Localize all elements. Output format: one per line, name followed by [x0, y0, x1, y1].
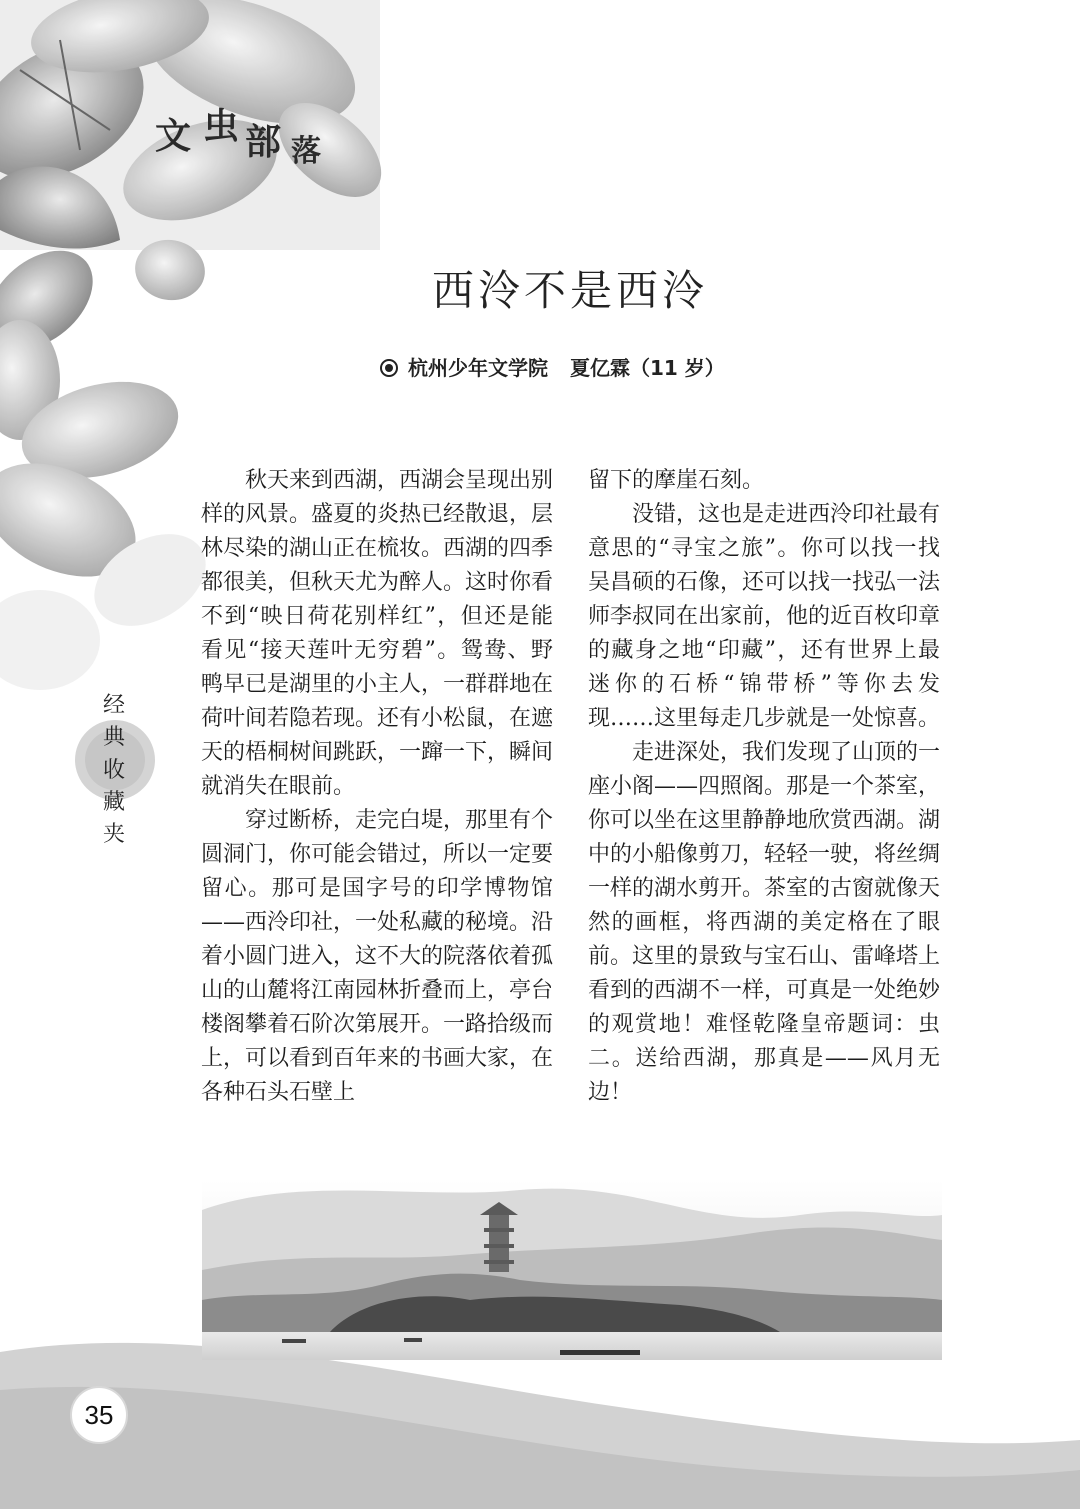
page-number: 35: [70, 1386, 128, 1444]
sidebar-label-char: 藏: [102, 789, 125, 815]
section-title-char: 虫: [203, 106, 240, 147]
sidebar-label-char: 经: [102, 693, 125, 718]
sidebar-label-char: 典: [102, 725, 125, 751]
article-column-left: [201, 464, 553, 1110]
paragraph: 留下的摩崖石刻。: [588, 468, 765, 493]
paragraph: 没错，这也是走进西泠印社最有意思的“寻宝之旅”。你可以找一找吴昌硕的石像，还可以找一找弘一法师李叔同在出家前，他的近百枚印章的藏身之地“印藏”，还有世界上最迷你的石桥“锦带桥”等你去发现……这里每走几步就是一处惊喜。: [588, 502, 941, 731]
byline: [380, 352, 800, 381]
sidebar-label: [84, 688, 144, 848]
paragraph: 穿过断桥，走完白堤，那里有个圆洞门，你可能会错过，所以一定要留心。那可是国字号的印学博物馆——西泠印社，一处私藏的秘境。沿着小圆门进入，这不大的院落依着孤山的山麓将江南园林折叠而上，亭台楼阁攀着石阶次第展开。一路拾级而上，可以看到百年来的书画大家，在各种石头石壁上: [201, 808, 554, 1105]
sidebar-label-char: 夹: [102, 822, 125, 847]
section-title-char: 落: [291, 134, 321, 169]
section-title: [155, 100, 355, 170]
article-column-right: [588, 464, 940, 1110]
bullet-icon: [380, 359, 398, 377]
section-title-char: 文: [155, 116, 192, 157]
west-lake-photo: [202, 1180, 942, 1360]
paragraph: 秋天来到西湖，西湖会呈现出别样的风景。盛夏的炎热已经散退，层林尽染的湖山正在梳妆。西湖的四季都很美，但秋天尤为醉人。这时你看不到“映日荷花别样红”，但还是能看见“接天莲叶无穷碧”。鸳鸯、野鸭早已是湖里的小主人，一群群地在荷叶间若隐若现。还有小松鼠，在遮天的梧桐树间跳跃，一蹿一下，瞬间就消失在眼前。: [201, 468, 554, 799]
byline-author: 夏亿霖（11 岁）: [570, 356, 725, 380]
article-title: 西泠不是西泠: [431, 266, 708, 315]
sidebar-label-char: 收: [102, 757, 125, 783]
section-title-char: 部: [245, 122, 282, 163]
byline-institution: 杭州少年文学院: [408, 356, 548, 380]
paragraph: 走进深处，我们发现了山顶的一座小阁——四照阁。那是一个茶室，你可以坐在这里静静地欣赏西湖。湖中的小船像剪刀，轻轻一驶，将丝绸一样的湖水剪开。茶室的古窗就像天然的画框，将西湖的美定格在了眼前。这里的景致与宝石山、雷峰塔上看到的西湖不一样，可真是一处绝妙的观赏地！难怪乾隆皇帝题词：虫二。送给西湖，那真是——风月无边！: [588, 740, 941, 1105]
